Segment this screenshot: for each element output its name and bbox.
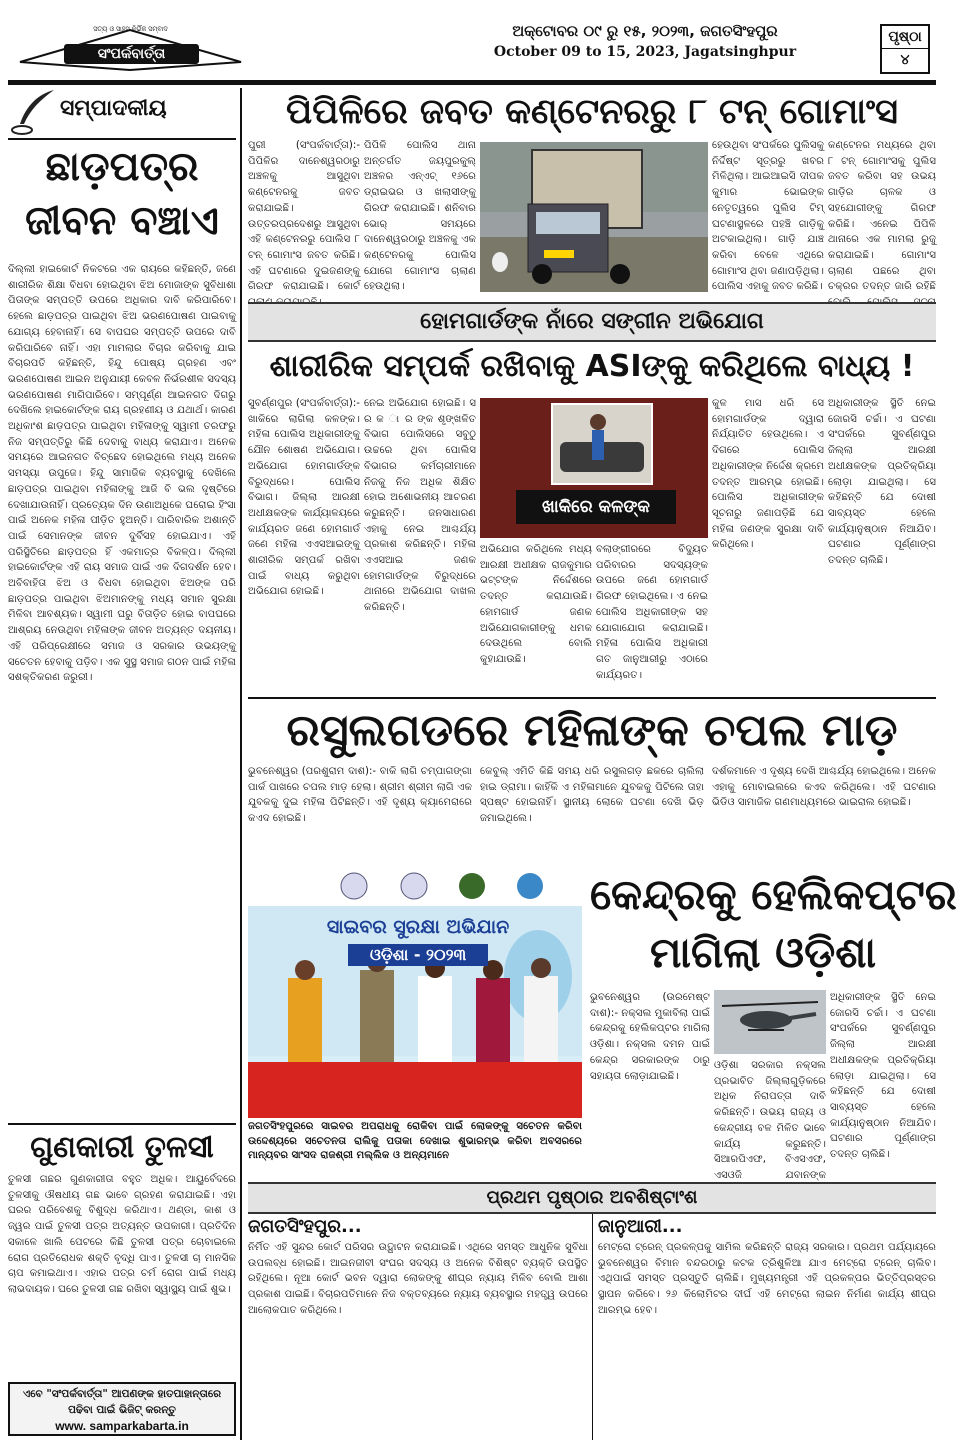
editorial-title-line2: ଜୀବନ ବଞ୍ଚାଏ	[25, 198, 219, 244]
page-number-box	[880, 24, 930, 74]
article4-col2: ଓଡ଼ିଶା ସରକାର ନକ୍ସଲ ପ୍ରଭାବିତ ଜିଲ୍ଲାଗୁଡ଼ିକରେ ଅଧିକ ନିରାପତ୍ତା ଦାବି କରିଛନ୍ତି। ଉଭୟ ରାଜ୍ୟ ଓ କେନ୍ଦ୍ରୀୟ ବଳ ମିଳିତ ଭାବେ କାର୍ଯ୍ୟ କରୁଛନ୍ତି। ସିଆରପିଏଫ, ବିଏସଏଫ, ଏସଓଜି ଯବାନଙ୍କ	[714, 1060, 826, 1181]
article1-headline: ପିପିଳିରେ ଜବତ କଣ୍ଟେନରରୁ ୮ ଟନ୍ ଗୋମାଂସ	[286, 92, 898, 132]
divider	[248, 697, 936, 699]
cyber-photo-caption: ଜଗତସିଂହପୁରରେ ସାଇବର ଅପରାଧକୁ ରୋକିବା ପାଇଁ ଲୋକଙ୍କୁ ସଚେତନ କରିବା ଉଦ୍ଦେଶ୍ୟରେ ସଚେତନତା ରାଲିକୁ ପତାକା ଦେଖାଇ ଶୁଭାରମ୍ଭ କରିବା ଅବସରରେ ମାନ୍ୟବର ସାଂସଦ ରାଜଶ୍ରୀ ମଲ୍ଲିକ ଓ ଅନ୍ୟମାନେ	[248, 1121, 582, 1161]
masthead-name: ସଂପର୍କବାର୍ତ୍ତା	[97, 46, 166, 62]
continuation-left-title: ଜଗତସିଂହପୁର...	[248, 1216, 362, 1237]
article4-col3: ଅଧିକାରୀଙ୍କ ସ୍ଥିତି ନେଇ ଜୋରସି ଚର୍ଚ୍ଚା। ଏ ଘଟଣା ସଂପର୍କରେ ସୁବର୍ଣ୍ଣପୁର ଜିଲ୍ଲା ଆରକ୍ଷୀ ଅଧୀକ୍ଷକଙ୍କ ପ୍ରତିକ୍ରିୟା ଲୋଡ଼ା ଯାଇଥିଲା। ସେ କହିଛନ୍ତି ଯେ ଦୋଷୀ ସାବ୍ୟସ୍ତ ହେଲେ କାର୍ଯ୍ୟାନୁଷ୍ଠାନ ନିଆଯିବ। ଘଟଣାର ପୂର୍ଣ୍ଣାଙ୍ଗ ତଦନ୍ତ ଚାଲିଛି।	[830, 992, 936, 1161]
tulsi-body: ତୁଳସୀ ଗଛର ଗୁଣକାରୀତା ବହୁତ ଅଧିକ। ଆୟୁର୍ବେଦରେ ତୁଳସୀକୁ ଔଷଧୀୟ ଗଛ ଭାବେ ଗ୍ରହଣ କରାଯାଇଛି। ଏହା ଘରର ପରିବେଶକୁ ବିଶୁଦ୍ଧ କରିଥାଏ। ଥଣ୍ଡା, କାଶ ଓ ଜ୍ୱର ପାଇଁ ତୁଳସୀ ପତ୍ର ଅତ୍ୟନ୍ତ ଉପକାରୀ। ପ୍ରତିଦିନ ସକାଳେ ଖାଲି ପେଟରେ କିଛି ତୁଳସୀ ପତ୍ର ଚୋବାଇଲେ ରୋଗ ପ୍ରତିରୋଧକ ଶକ୍ତି ବୃଦ୍ଧି ପାଏ। ତୁଳସୀ ଚା ମାନସିକ ଚାପ କମାଇଥାଏ। ଏହାର ପତ୍ର ଚର୍ମ ରୋଗ ପାଇଁ ମଧ୍ୟ ଲାଭଦାୟକ। ଘରେ ତୁଳସୀ ଗଛ ରଖିବା ସ୍ୱାସ୍ଥ୍ୟ ପାଇଁ ଶୁଭ।	[8, 1174, 236, 1295]
date-odia: ଅକ୍ଟୋବର ୦୯ ରୁ ୧୫, ୨୦୨୩, ଜଗତସିଂହପୁର	[512, 22, 778, 40]
divider	[8, 138, 236, 140]
article2-col1: ସୁବର୍ଣ୍ଣପୁର (ସଂପର୍କବାର୍ତ୍ତା):- ଖାକିରେ ଲାଗିଲା କଳଙ୍କ। ମହିଳା ପୋଲିସ ଅଧିକାରୀଙ୍କୁ ଯୌନ ଶୋଷଣ ଅଭିଯୋଗ। ଅଭିଯୋଗ ହୋମଗାର୍ଡଙ୍କ ବିରୁଦ୍ଧରେ। ପୋଲିସ ବିଭାଗ। ଜିଲ୍ଲା ଆରକ୍ଷୀ ଅଧୀକ୍ଷକଙ୍କ କାର୍ଯ୍ୟାଳୟରେ କାର୍ଯ୍ୟରତ ଜଣେ ହୋମଗାର୍ଡ ଜଣେ ମହିଳା ଏଏସଆଇଙ୍କୁ ଶାରୀରିକ ସମ୍ପର୍କ ରଖିବା ପାଇଁ ବାଧ୍ୟ କରୁଥିବା ଅଭିଯୋଗ ହୋଇଛି।	[248, 398, 360, 598]
continuation-left-body: ନିର୍ମିତ ଏହି ସୁନ୍ଦର କୋର୍ଟ ପରିସର ଉଦ୍ଘାଟନ କରାଯାଇଛି। ଏଥିରେ ସମସ୍ତ ଆଧୁନିକ ସୁବିଧା ଉପଲବ୍ଧ ହୋଇଛି। ଆଇନଜୀବୀ ସଂଘର ସଦସ୍ୟ ଓ ଅନେକ ବିଶିଷ୍ଟ ବ୍ୟକ୍ତି ଉପସ୍ଥିତ ରହିଥିଲେ। ନୂଆ କୋର୍ଟ ଭବନ ଦ୍ୱାରା ଲୋକଙ୍କୁ ଶୀଘ୍ର ନ୍ୟାୟ ମିଳିବ ବୋଲି ଆଶା ପ୍ରକାଶ ପାଇଛି। ବିଚାରପତିମାନେ ନିଜ ବକ୍ତବ୍ୟରେ ନ୍ୟାୟ ବ୍ୟବସ୍ଥାର ମହତ୍ତ୍ୱ ଉପରେ ଆଲୋକପାତ କରିଥିଲେ।	[248, 1242, 588, 1316]
editorial-section-title: ସମ୍ପାଦକୀୟ	[60, 96, 167, 121]
article2-col6: ଅଧିକାରୀଙ୍କ ସ୍ଥିତି ନେଇ ଜୋରସି ଚର୍ଚ୍ଚା। ଏ ଘଟଣା ସଂପର୍କରେ ସୁବର୍ଣ୍ଣପୁର ଜିଲ୍ଲା ଆରକ୍ଷୀ ଅଧୀକ୍ଷକଙ୍କ ପ୍ରତିକ୍ରିୟା ଲୋଡ଼ା ଯାଇଥିଲା। ସେ କହିଛନ୍ତି ଯେ ଦୋଷୀ ସାବ୍ୟସ୍ତ ହେଲେ କାର୍ଯ୍ୟାନୁଷ୍ଠାନ ନିଆଯିବ। ଘଟଣାର ପୂର୍ଣ୍ଣାଙ୍ଗ ତଦନ୍ତ ଚାଲିଛି।	[828, 398, 936, 567]
page-number: ୪	[900, 52, 910, 68]
article3-headline: ରସୁଲଗଡରେ ମହିଳାଙ୍କ ଚପଲ ମାଡ଼	[286, 705, 898, 756]
masthead-date	[430, 22, 860, 60]
column-divider	[592, 1214, 593, 1440]
tulsi-title: ଗୁଣକାରୀ ତୁଳସୀ	[30, 1130, 214, 1165]
article3-col2: କେବୁଲ୍ ଏମିତି କିଛି ସମୟ ଧରି ରସୁଲଗଡ଼ ଛକରେ ଚାଲିଲା ହାଇ ଡ୍ରାମା। କାହିଁକି ଏ ମହିଳାମାନେ ଯୁବକକୁ ପିଟିଲେ ତାହା ସ୍ପଷ୍ଟ ହୋଇନାହିଁ। ସ୍ଥାନୀୟ ଲୋକେ ଘଟଣା ଦେଖି ଭିଡ଼ ଜମାଇଥିଲେ।	[480, 766, 704, 825]
cyber-banner-text: ସାଇବର ସୁରକ୍ଷା ଅଭିଯାନ	[326, 916, 510, 938]
quill-pen-icon	[10, 88, 58, 136]
page-label: ପୃଷ୍ଠା	[882, 26, 928, 49]
continuation-right-title: ଜାନୁଆରୀ...	[598, 1216, 683, 1237]
continuation-band: ପ୍ରଥମ ପୃଷ୍ଠାର ଅବଶିଷ୍ଟାଂଶ	[248, 1182, 936, 1214]
promo-url-link[interactable]: www. samparkabarta.in	[55, 1419, 189, 1433]
article2-col4: ବଲାଙ୍ଗୀରରେ ବିଦ୍ୟୁତ ପରିବାରର ସଦସ୍ୟଙ୍କ ଉପରେ ଜଣେ ହୋମଗାର୍ଡ ଗିରଫ ହୋଇଥିଲେ। ଏ ନେଇ ପୋଲିସ ଅଧିକାରୀଙ୍କ ସହ ଯୋଗାଯୋଗ କରାଯାଇଛି। ମହିଳା ପୋଲିସ ଅଧିକାରୀ ଗତ ଜାନୁଆରୀରୁ ଏଠାରେ କାର୍ଯ୍ୟରତ।	[596, 544, 708, 681]
article4-headline-line2: ମାଗିଲା ଓଡ଼ିଶା	[649, 928, 877, 977]
cyber-banner-sub: ଓଡ଼ିଶା - ୨୦୨୩	[348, 944, 488, 966]
article1-col2: ପିପିଳି ପୋଲିସ ଥାନା ଅନ୍ତର୍ଗତ ଜୟପୁରକୁଲ୍ ଅଞ୍ଚଳର ଏନ୍ଏଚ୍ ୧୬ରେ ଡ୍ରାଇଭର ଓ ଖଲାସୀଙ୍କୁ ଗିରଫ କରାଯାଇଛି। ଶନିବାର ଭୋର୍ ସମୟରେ ଦାନେଶ୍ୱରଠାରୁ ଅଞ୍ଚଳକୁ ଏକ କଣ୍ଟେନରକୁ ପୋଲିସ ଯୋଗେ ଗୋମାଂସ ଚାଲାଣ ହେଉଥିଲା।	[364, 140, 476, 293]
masthead-logo	[18, 22, 243, 72]
article4-headline-line1: କେନ୍ଦ୍ରକୁ ହେଲିକପ୍ଟର	[590, 870, 957, 919]
article2-band: ହୋମଗାର୍ଡଙ୍କ ନାଁରେ ସଙ୍ଗୀନ ଅଭିଯୋଗ	[248, 302, 936, 342]
truck-photo	[480, 142, 708, 292]
article2-col2: ନେଇ ଅଭିଯୋଗ ହୋଇଛି। ସ ର କ ା ର ଙ୍କ ଶୃଙ୍ଖଳିତ ବିଭାଗ ପୋଲିସରେ ସବୁଠୁ ଉଚ୍ଚରେ ଥିବା ପୋଲିସ ବିଭାଗର କର୍ମଚାରୀମାନେ ନିଜକୁ ନିଜ ଅଧିକ ଶିକ୍ଷିତ ହୋଇ ଅଶୋଭନୀୟ ଆଚରଣ କରୁଛନ୍ତି। ଜନସାଧାରଣ ଏହାକୁ ନେଇ ଆଶ୍ଚର୍ଯ୍ୟ ପ୍ରକାଶ କରିଛନ୍ତି। ମହିଳା ଏଏସଆଇ ଜଣକ ହୋମଗାର୍ଡଙ୍କ ବିରୁଦ୍ଧରେ ଥାନାରେ ଅଭିଯୋଗ ଦାଖଲ କରିଛନ୍ତି।	[364, 398, 476, 614]
promo-line1: ଏବେ "ସଂପର୍କବାର୍ତ୍ତା" ଆପଣଙ୍କ ହାତପାହାନ୍ତାରେ	[22, 1388, 222, 1400]
masthead-tagline: ସତ୍ୟ ଓ ସାହସ ନିର୍ଭିକ ସମ୍ବାଦ	[93, 25, 168, 33]
date-english: October 09 to 15, 2023, Jagatsinghpur	[493, 44, 797, 60]
cyber-event-photo	[248, 866, 582, 1118]
divider	[8, 1123, 236, 1125]
masthead-rule	[8, 80, 936, 85]
article3-col1: ଭୁବନେଶ୍ୱର (ପରଶୁରାମ ଦାଶ):- ବାକି ଲାଗି ଚମ୍ପାଗଙ୍ଗା ପାର୍କ ପାଖରେ ଚପଲ ମାଡ଼ ହେଲା। ଶ୍ରୀମ ଶ୍ରୀମ ଲାଗି ଏକ ଯୁବକକୁ ଦୁଇ ମହିଳା ପିଟିଛନ୍ତି। ଏହି ଦୃଶ୍ୟ କ୍ୟାମେରାରେ କଏଦ ହୋଇଛି।	[248, 766, 472, 825]
khaki-photo	[480, 398, 708, 538]
khaki-photo-caption: ଖାକିରେ କଳଙ୍କ	[542, 497, 650, 517]
article1-col1: ପୁରୀ (ସଂପର୍କବାର୍ତ୍ତା):- ପିପିଳିର ଦାନେଶ୍ୱରଠାରୁ ଅଞ୍ଚଳକୁ ଆସୁଥିବା କଣ୍ଟେନରକୁ ଜବତ କରାଯାଇଛି। ଉତ୍ତରପ୍ରଦେଶରୁ ଆସୁଥିବା ଏହି କଣ୍ଟେନରରୁ ପୋଲିସ ୮ ଟନ୍ ଗୋମାଂସ ଜବତ କରିଛି। ଏହି ଘଟଣାରେ ଦୁଇଜଣଙ୍କୁ ଗିରଫ କରାଯାଇଛି। କୋର୍ଟ	[248, 140, 360, 293]
article4-col1: ଭୁବନେଶ୍ୱର (ଉରମେଷ୍ଟ ଦାଶ):- ନକ୍ସଲ ମୁକାବିଲା ପାଇଁ କେନ୍ଦ୍ରକୁ ହେଲିକପ୍ଟର ମାଗିଲା ଓଡ଼ିଶା। ନକ୍ସଲ ଦମନ ପାଇଁ କେନ୍ଦ୍ର ସରକାରଙ୍କ ଠାରୁ ସହାୟତା ଲୋଡ଼ାଯାଇଛି।	[590, 992, 710, 1082]
article2-headline: ଶାରୀରିକ ସମ୍ପର୍କ ରଖିବାକୁ ASIଙ୍କୁ କରିଥିଲେ ବାଧ୍ୟ !	[269, 349, 915, 384]
continuation-right-body: ମେଟ୍ରୋ ଟ୍ରେନ୍ ପ୍ରକଳ୍ପକୁ ସାମିଲ କରିଛନ୍ତି ରାଜ୍ୟ ସରକାର। ପ୍ରଥମ ପର୍ଯ୍ୟାୟରେ ଭୁବନେଶ୍ୱର ବିମାନ ବନ୍ଦରଠାରୁ କଟକ ତ୍ରିଶୁଳିଆ ଯାଏ ମେଟ୍ରୋ ଟ୍ରେନ୍ ଚାଲିବ। ଏଥିପାଇଁ ସମସ୍ତ ପ୍ରସ୍ତୁତି ଚାଲିଛି। ମୁଖ୍ୟମନ୍ତ୍ରୀ ଏହି ପ୍ରକଳ୍ପର ଭିତ୍ତିପ୍ରସ୍ତର ସ୍ଥାପନ କରିବେ। ୨୬ କିଲୋମିଟର ଦୀର୍ଘ ଏହି ମେଟ୍ରୋ ଲାଇନ ନିର୍ମାଣ କାର୍ଯ୍ୟ ଶୀଘ୍ର ଆରମ୍ଭ ହେବ।	[598, 1242, 936, 1316]
website-promo	[8, 1382, 236, 1436]
helicopter-photo	[714, 990, 826, 1054]
promo-line2: ପଢିବା ପାଇଁ ଭିଜିଟ୍ କରନ୍ତୁ	[68, 1404, 176, 1416]
article1-col4: କଣ୍ଟେନର ମଧ୍ୟରେ ଥିବା ୮ ଟନ୍ ଗୋମାଂସକୁ ପୁଲିସ ଜବତ କରିବା ସହ ଉଭୟ ଗାଡ଼ିର ଚାଳକ ଓ ସହଯୋଗୀଙ୍କୁ ଗିରଫ କରିଛି। ଏନେଇ ପିପିଳି ଥାନାରେ ଏକ ମାମଲା ରୁଜୁ କରାଯାଇଛି। ଗୋମାଂସ ଚାଲାଣ ପଛରେ ଥିବା ଚକ୍ରର ତଦନ୍ତ ଜାରି ରହିଛି	[828, 140, 936, 293]
editorial-title-line1: ଛାଡ଼ପତ୍ର	[45, 144, 199, 190]
article2-col3: ଅଭିଯୋଗ କରିଥିଲେ ମଧ୍ୟ ଆରକ୍ଷୀ ଅଧୀକ୍ଷକ ରାଜକୁମାର ଭଟ୍ଟଙ୍କ ନିର୍ଦ୍ଦେଶରେ ତଦନ୍ତ କରାଯାଉଛି। ହୋମଗାର୍ଡ ଜଣକ ଅଭିଯୋଗକାରୀଙ୍କୁ ଧମକ ଦେଉଥିଲେ ବୋଲି କୁହାଯାଉଛି।	[480, 544, 592, 665]
column-divider	[240, 88, 242, 1440]
article2-col5: କୁଳ ମାସ ଧରି ସେ ହୋମଗାର୍ଡଙ୍କ ଦ୍ୱାରା ନିର୍ଯ୍ୟାତିତ ହେଉଥିଲେ। ଏ ଦିଗରେ ପୋଲିସ ଅଧିକାରୀଙ୍କ ନିର୍ଦ୍ଦେଶ କ୍ରମେ ତଦନ୍ତ ଆରମ୍ଭ ହୋଇଛି। ପୋଲିସ ଅଧିକାରୀଙ୍କ ସୂଚନାରୁ ଜଣାପଡ଼ିଛି ଯେ ମହିଳା ଜଣଙ୍କ ସୁରକ୍ଷା ଦାବି କରିଥିଲେ।	[712, 398, 824, 551]
editorial-body: ଦିଲ୍ଲୀ ହାଇକୋର୍ଟ ନିକଟରେ ଏକ ରାୟରେ କହିଛନ୍ତି, ଜଣେ ଶାରୀରିକ ଶିକ୍ଷା ବିଧବା ହୋଇଥିବା ଝିଅ ମୋଜାଙ୍କ ସୁବିଧାଶା ପିତାଙ୍କ ସମ୍ପତ୍ତି ଉପରେ ଅଧିକାର ଦାବି କରିପାରିବେ। ହେଲେ ଛାଡ଼ପତ୍ର ପାଇଥିବା ଝିଅ ଭରଣପୋଷଣ ପାଇବାକୁ ଯୋଗ୍ୟ ହେବାନାହିଁ। ସେ ବାପଘର ସମ୍ପତ୍ତି ଉପରେ ଦାବି କରିପାରିବେ ନାହିଁ। ଏହା ମାମଲାର ବିଚାର କରିବାକୁ ଯାଇ ବିଚାରପତି କହିଛନ୍ତି, ହିନ୍ଦୁ ପୋଷ୍ୟ ଗ୍ରହଣ ଏବଂ ଭରଣପୋଷଣ ଆଇନ ଅନୁଯାୟୀ କେବଳ ନିର୍ଭରଶୀଳ ସଦସ୍ୟ ଭରଣପୋଷଣ ମାଗିପାରିବେ। ସମ୍ପୂର୍ଣ୍ଣ ଆଇନଗତ ଦିଗରୁ ଦେଖିଲେ ହାଇକୋର୍ଟଙ୍କ ରାୟ ଗ୍ରହଣୀୟ ଓ ଯଥାର୍ଥ। କାରଣ ଅଧିକାଂଶ ଛାଡ଼ପତ୍ର ପାଇଥିବା ମହିଳାଙ୍କୁ ସ୍ୱାମୀ ତରଫରୁ ନିଜ ସମ୍ପତ୍ତିରୁ କିଛି ଦେବାକୁ ବାଧ୍ୟ କରାଯାଏ। ଅନେକ ସମୟରେ ଆଇନଗତ ବିଚ୍ଛେଦ ହୋଇଥିଲେ ମଧ୍ୟ ଅନେକ ସମସ୍ୟା ଉପୁଜେ। ହିନ୍ଦୁ ସାମାଜିକ ବ୍ୟବସ୍ଥାକୁ ଦେଖିଲେ ଛାଡ଼ପତ୍ର ପାଇଥିବା ମହିଳାଙ୍କୁ ଆଜି ବି ଭଲ ଦୃଷ୍ଟିରେ ଦେଖାଯାଉନାହିଁ। ପ୍ରତ୍ୟେକ ଦିନ ଉଣାଅଧିକେ ଘରୋଇ ହିଂସା ପାଇଁ ଅନେକ ମହିଳା ପୀଡ଼ିତ ହୁଅନ୍ତି। ପାରିବାରିକ ଅଶାନ୍ତି ପାଇଁ ସେମାନଙ୍କ ଜୀବନ ଦୁର୍ବିସହ ହୋଇଯାଏ। ଏହି ପରିସ୍ଥିତିରେ ଛାଡ଼ପତ୍ର ହିଁ ଏକମାତ୍ର ବିକଳ୍ପ। ଦିଲ୍ଲୀ ହାଇକୋର୍ଟଙ୍କ ଏହି ରାୟ ସମାଜ ପାଇଁ ଏକ ଦିଗଦର୍ଶନ ହେବ। ଅବିବାହିତା ଝିଅ ଓ ବିଧବା ହୋଇଥିବା ଝିଅଙ୍କ ପରି ଛାଡ଼ପତ୍ର ପାଇଥିବା ଝିଅମାନଙ୍କୁ ମଧ୍ୟ ସମାନ ସୁରକ୍ଷା ମିଳିବା ଆବଶ୍ୟକ। ସ୍ୱାମୀ ଘରୁ ବିତାଡ଼ିତ ହୋଇ ବାପଘରେ ଆଶ୍ରୟ ନେଉଥିବା ମହିଳାଙ୍କ ଜୀବନ ଅତ୍ୟନ୍ତ ଦୟନୀୟ। ଏହି ପରିପ୍ରେକ୍ଷୀରେ ସମାଜ ଓ ସରକାର ଉଭୟଙ୍କୁ ସଚେତନ ହେବାକୁ ପଡ଼ିବ। ଏକ ସୁସ୍ଥ ସମାଜ ଗଠନ ପାଇଁ ମହିଳା ସଶକ୍ତିକରଣ ଜରୁରୀ।	[8, 264, 236, 684]
article1-col3: ହେଉଥିବା ସଂପର୍କରେ ପୁଲିସକୁ ନିର୍ଦ୍ଦିଷ୍ଟ ସୂତ୍ରରୁ ଖବର ମିଳିଥିଲା। ଆଇଆଇସି ଦୀପକ କୁମାର ଭୋଇଙ୍କ ନେତୃତ୍ୱରେ ପୁଲିସ ଟିମ୍ ଘଟଣାସ୍ଥଳରେ ପହଞ୍ଚି ଗାଡ଼ିକୁ ଅଟକାଇଥିଲା। ଗାଡ଼ି ଯାଞ୍ଚ କରିବା ବେଳେ ଏଥିରେ ଗୋମାଂସ ଥିବା ଜଣାପଡ଼ିଥିଲା। ପୋଲିସ ଏହାକୁ ଜବତ କରିଛି।	[712, 140, 824, 293]
article3-col3: ଦର୍ଶକମାନେ ଏ ଦୃଶ୍ୟ ଦେଖି ଆଶ୍ଚର୍ଯ୍ୟ ହୋଇଥିଲେ। ଅନେକ ଏହାକୁ ମୋବାଇଲରେ କଏଦ କରିଥିଲେ। ଏହି ଘଟଣାର ଭିଡିଓ ସାମାଜିକ ଗଣମାଧ୍ୟମରେ ଭାଇରାଲ ହୋଇଛି।	[712, 766, 936, 809]
